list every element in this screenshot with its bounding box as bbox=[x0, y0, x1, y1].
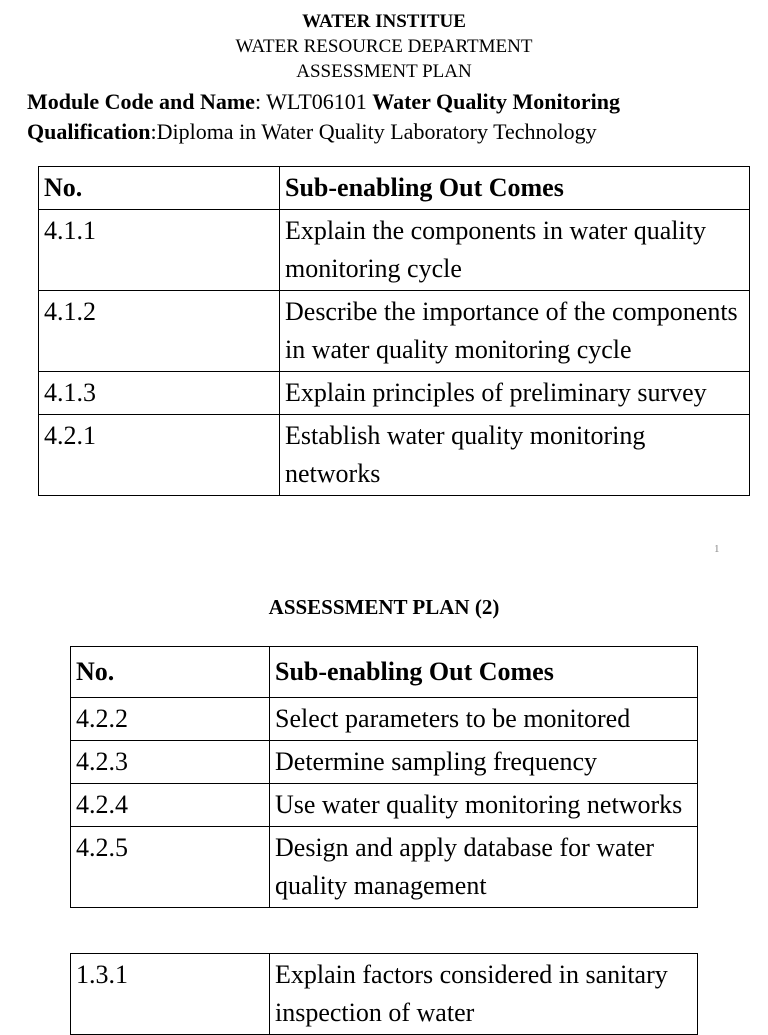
row-outcome: Design and apply database for water quality management bbox=[270, 827, 698, 908]
qualification-label: Qualification bbox=[27, 119, 151, 144]
row-outcome: Determine sampling frequency bbox=[270, 741, 698, 784]
row-number: 4.2.2 bbox=[71, 698, 270, 741]
qualification-value: Diploma in Water Quality Laboratory Technology bbox=[156, 119, 597, 144]
outcomes-table-1 bbox=[38, 166, 750, 496]
table-row bbox=[39, 291, 750, 372]
row-number: 4.1.1 bbox=[39, 210, 280, 291]
table-header-row bbox=[71, 647, 698, 698]
row-number: 4.2.3 bbox=[71, 741, 270, 784]
row-outcome: Use water quality monitoring networks bbox=[270, 784, 698, 827]
header-outcomes: Sub-enabling Out Comes bbox=[280, 167, 750, 210]
row-number: 4.1.3 bbox=[39, 372, 280, 415]
plan-2-title: ASSESSMENT PLAN (2) bbox=[268, 595, 500, 619]
row-outcome: Describe the importance of the components in water quality monitoring cycle bbox=[280, 291, 750, 372]
header-outcomes: Sub-enabling Out Comes bbox=[270, 647, 698, 698]
row-outcome: Select parameters to be monitored bbox=[270, 698, 698, 741]
table-row bbox=[71, 698, 698, 741]
module-sep: : bbox=[254, 89, 267, 114]
header-no: No. bbox=[39, 167, 280, 210]
institute-title: WATER INSTITUE bbox=[302, 11, 466, 32]
table-row bbox=[39, 210, 750, 291]
plan-title: ASSESSMENT PLAN bbox=[296, 61, 472, 82]
module-label: Module Code and Name bbox=[27, 89, 255, 114]
table-row bbox=[71, 827, 698, 908]
row-number: 4.2.4 bbox=[71, 784, 270, 827]
table-row bbox=[71, 784, 698, 827]
row-outcome: Explain the components in water quality monitoring cycle bbox=[280, 210, 750, 291]
row-outcome: Explain principles of preliminary survey bbox=[280, 372, 750, 415]
department-title: WATER RESOURCE DEPARTMENT bbox=[235, 36, 533, 57]
table-header-row bbox=[39, 167, 750, 210]
module-code: WLT06101 bbox=[266, 89, 373, 114]
row-number: 4.2.5 bbox=[71, 827, 270, 908]
row-outcome: Establish water quality monitoring networks bbox=[280, 415, 750, 496]
table-row bbox=[39, 372, 750, 415]
qualification-sep: : bbox=[150, 119, 157, 144]
row-number: 4.2.1 bbox=[39, 415, 280, 496]
outcomes-table-3 bbox=[70, 953, 698, 1035]
row-outcome: Explain factors considered in sanitary inspection of water bbox=[270, 954, 698, 1035]
header-no: No. bbox=[71, 647, 270, 698]
table-row bbox=[39, 415, 750, 496]
table-row bbox=[71, 741, 698, 784]
outcomes-table-2 bbox=[70, 646, 698, 908]
table-row bbox=[71, 954, 698, 1035]
module-name: Water Quality Monitoring bbox=[372, 89, 620, 114]
row-number: 1.3.1 bbox=[71, 954, 270, 1035]
row-number: 4.1.2 bbox=[39, 291, 280, 372]
page-number: 1 bbox=[714, 543, 720, 555]
